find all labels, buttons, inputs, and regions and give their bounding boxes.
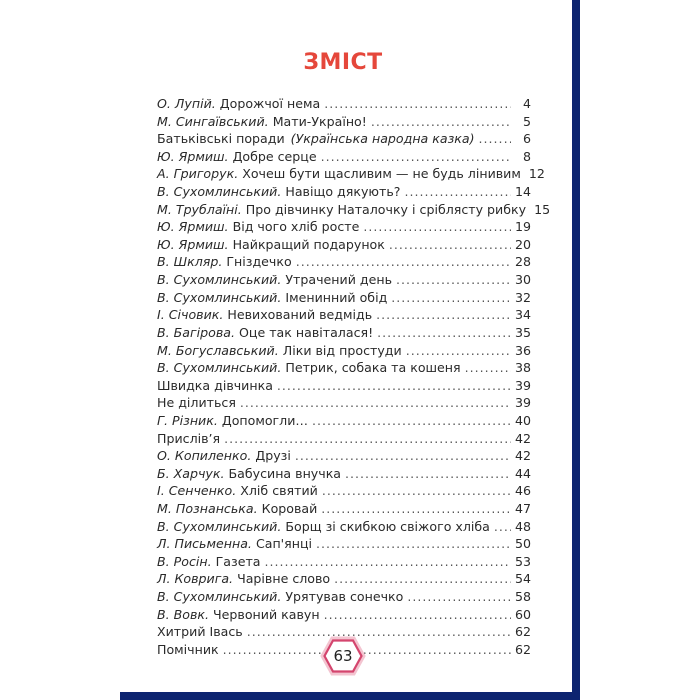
dot-leader bbox=[479, 131, 511, 146]
entry-title: Прислів’я bbox=[157, 430, 221, 446]
entry-page: 28 bbox=[514, 254, 531, 270]
entry-page: 46 bbox=[514, 483, 531, 499]
entry-page: 44 bbox=[514, 465, 531, 481]
toc-entry bbox=[157, 96, 531, 114]
entry-title: Бабусина внучка bbox=[228, 465, 342, 481]
entry-title: Помічник bbox=[157, 641, 219, 657]
toc-entry bbox=[157, 448, 531, 466]
table-of-contents bbox=[157, 96, 551, 660]
entry-title: Про дівчинку Наталочку і сріблясту рибку bbox=[245, 201, 527, 217]
entry-page: 30 bbox=[514, 272, 531, 288]
entry-page: 60 bbox=[514, 606, 531, 622]
entry-page: 19 bbox=[514, 219, 531, 235]
entry-title: Хліб святий bbox=[240, 483, 318, 499]
toc-entry bbox=[157, 519, 531, 537]
toc-entry bbox=[157, 114, 531, 132]
entry-title: Ліки від простуди bbox=[282, 342, 402, 358]
toc-entry bbox=[157, 219, 531, 237]
entry-page: 12 bbox=[528, 166, 545, 182]
toc-entry bbox=[157, 378, 531, 396]
toc-entry bbox=[157, 184, 531, 202]
entry-author: І. Сенченко. bbox=[157, 483, 237, 499]
entry-page: 34 bbox=[514, 307, 531, 323]
toc-entry bbox=[157, 343, 531, 361]
dot-leader bbox=[265, 554, 511, 569]
entry-page: 15 bbox=[534, 201, 551, 217]
toc-entry bbox=[157, 290, 531, 308]
entry-title: Сап'янці bbox=[255, 536, 313, 552]
dot-leader bbox=[312, 413, 511, 428]
dot-leader bbox=[389, 237, 511, 252]
toc-entry bbox=[157, 237, 531, 255]
entry-page: 35 bbox=[514, 324, 531, 340]
dot-leader bbox=[223, 642, 511, 657]
entry-author: Ю. Ярмиш. bbox=[157, 236, 229, 252]
entry-page: 50 bbox=[514, 536, 531, 552]
entry-page: 32 bbox=[514, 289, 531, 305]
entry-title: Дорожчої нема bbox=[219, 96, 321, 111]
entry-author: В. Сухомлинський. bbox=[157, 589, 282, 605]
entry-page: 39 bbox=[514, 395, 531, 411]
entry-page: 4 bbox=[522, 96, 531, 111]
entry-author: Л. Письменна. bbox=[157, 536, 252, 552]
dot-leader bbox=[404, 184, 511, 199]
entry-author: Г. Різник. bbox=[157, 412, 218, 428]
entry-title: Газета bbox=[215, 553, 261, 569]
entry-page: 39 bbox=[514, 377, 531, 393]
entry-author: В. Сухомлинський. bbox=[157, 289, 282, 305]
page-title: ЗМІСТ bbox=[303, 50, 383, 75]
entry-title: Гніздечко bbox=[226, 254, 292, 270]
entry-page: 58 bbox=[514, 589, 531, 605]
entry-page: 62 bbox=[514, 624, 531, 640]
dot-leader bbox=[240, 395, 511, 410]
dot-leader bbox=[324, 607, 511, 622]
entry-title: Петрик, собака та кошеня bbox=[285, 360, 461, 376]
dot-leader bbox=[321, 501, 511, 516]
entry-title: Чарівне слово bbox=[237, 571, 331, 587]
entry-title: Не ділиться bbox=[157, 395, 236, 411]
entry-author: Б. Харчук. bbox=[157, 465, 225, 481]
dot-leader bbox=[363, 219, 511, 234]
entry-author: В. Сухомлинський. bbox=[157, 184, 282, 200]
book-edge-right bbox=[572, 0, 580, 700]
entry-author: В. Сухомлинський. bbox=[157, 272, 282, 288]
dot-leader bbox=[247, 624, 511, 639]
dot-leader bbox=[376, 307, 511, 322]
entry-title: Борщ зі скибкою свіжого хліба bbox=[285, 518, 490, 534]
entry-title: Коровай bbox=[261, 501, 318, 517]
entry-title: Допомогли… bbox=[221, 412, 308, 428]
toc-entry bbox=[157, 166, 545, 184]
entry-title: Іменинний обід bbox=[285, 289, 388, 305]
entry-author: В. Шкляр. bbox=[157, 254, 223, 270]
entry-page: 42 bbox=[514, 430, 531, 446]
dot-leader bbox=[324, 96, 511, 111]
dot-leader bbox=[224, 431, 511, 446]
entry-page: 47 bbox=[514, 501, 531, 517]
dot-leader bbox=[345, 466, 511, 481]
entry-author: І. Січовик. bbox=[157, 307, 224, 323]
toc-entry bbox=[157, 607, 531, 625]
dot-leader bbox=[407, 589, 511, 604]
dot-leader bbox=[391, 290, 511, 305]
toc-entry bbox=[157, 431, 531, 449]
dot-leader bbox=[295, 448, 511, 463]
entry-title: Хочеш бути щасливим — не будь лінивим bbox=[242, 166, 521, 182]
entry-title: Хитрий Івась bbox=[157, 624, 243, 640]
entry-title: Навіщо дякують? bbox=[285, 184, 401, 200]
entry-author: М. Познанська. bbox=[157, 501, 258, 517]
toc-entry bbox=[157, 201, 551, 220]
entry-page: 53 bbox=[514, 553, 531, 569]
toc-entry bbox=[157, 536, 531, 554]
dot-leader bbox=[465, 360, 511, 375]
toc-entry bbox=[157, 254, 531, 272]
entry-subtitle: (Українська народна казка) bbox=[290, 131, 475, 147]
entry-title: Добре серце bbox=[232, 148, 317, 164]
entry-title: Мати-Україно! bbox=[272, 113, 367, 129]
entry-author: А. Григорук. bbox=[157, 166, 239, 182]
entry-author: М. Трублаїні. bbox=[157, 201, 242, 217]
entry-page: 6 bbox=[522, 131, 531, 147]
entry-title: Швидка дівчинка bbox=[157, 377, 273, 393]
page-number: 63 bbox=[333, 647, 353, 665]
entry-title: Утрачений день bbox=[285, 272, 393, 288]
toc-entry bbox=[157, 571, 531, 589]
entry-page: 5 bbox=[522, 113, 531, 129]
entry-page: 42 bbox=[514, 448, 531, 464]
toc-entry bbox=[157, 131, 531, 149]
entry-page: 8 bbox=[522, 148, 531, 164]
entry-author: Л. Коврига. bbox=[157, 571, 234, 587]
dot-leader bbox=[322, 483, 511, 498]
toc-entry bbox=[157, 272, 531, 290]
entry-page: 20 bbox=[514, 236, 531, 252]
entry-page: 48 bbox=[514, 518, 531, 534]
entry-page: 62 bbox=[514, 641, 531, 657]
entry-page: 38 bbox=[514, 360, 531, 376]
entry-title: Батьківські поради bbox=[157, 131, 285, 147]
toc-entry bbox=[157, 395, 531, 413]
toc-entry bbox=[157, 149, 531, 167]
dot-leader bbox=[334, 571, 511, 586]
dot-leader bbox=[494, 519, 511, 534]
entry-title: Червоний кавун bbox=[213, 606, 320, 622]
dot-leader bbox=[406, 343, 511, 358]
toc-entry bbox=[157, 466, 531, 484]
entry-author: М. Сингаївський. bbox=[157, 113, 269, 129]
entry-page: 40 bbox=[514, 412, 531, 428]
toc-entry bbox=[157, 589, 531, 607]
toc-entry bbox=[157, 325, 531, 343]
entry-author: В. Сухомлинський. bbox=[157, 518, 282, 534]
entry-author: В. Росін. bbox=[157, 553, 212, 569]
entry-author: М. Богуславський. bbox=[157, 342, 279, 358]
toc-entry bbox=[157, 307, 531, 325]
dot-leader bbox=[277, 378, 511, 393]
entry-title: Найкращий подарунок bbox=[232, 236, 385, 252]
entry-title: Оце так навіталася! bbox=[238, 324, 374, 340]
dot-leader bbox=[396, 272, 511, 287]
toc-entry bbox=[157, 501, 531, 519]
toc-entry bbox=[157, 483, 531, 501]
entry-title: Невихований ведмідь bbox=[227, 307, 373, 323]
entry-title: Друзі bbox=[255, 448, 291, 464]
entry-page: 14 bbox=[514, 184, 531, 200]
entry-page: 54 bbox=[514, 571, 531, 587]
entry-author: В. Багірова. bbox=[157, 324, 235, 340]
dot-leader bbox=[371, 114, 511, 129]
dot-leader bbox=[377, 325, 511, 340]
book-edge-bottom bbox=[120, 692, 580, 700]
entry-author: В. Сухомлинський. bbox=[157, 360, 282, 376]
toc-entry bbox=[157, 413, 531, 431]
entry-title: Урятував сонечко bbox=[285, 589, 404, 605]
toc-entry bbox=[157, 554, 531, 572]
entry-author: О. Лупій. bbox=[157, 96, 216, 111]
entry-author: О. Копиленко. bbox=[157, 448, 252, 464]
dot-leader bbox=[321, 149, 511, 164]
toc-entry bbox=[157, 360, 531, 378]
entry-page: 36 bbox=[514, 342, 531, 358]
entry-author: Ю. Ярмиш. bbox=[157, 148, 229, 164]
entry-author: В. Вовк. bbox=[157, 606, 210, 622]
dot-leader bbox=[316, 536, 511, 551]
entry-title: Від чого хліб росте bbox=[232, 219, 360, 235]
dot-leader bbox=[296, 254, 511, 269]
entry-author: Ю. Ярмиш. bbox=[157, 219, 229, 235]
